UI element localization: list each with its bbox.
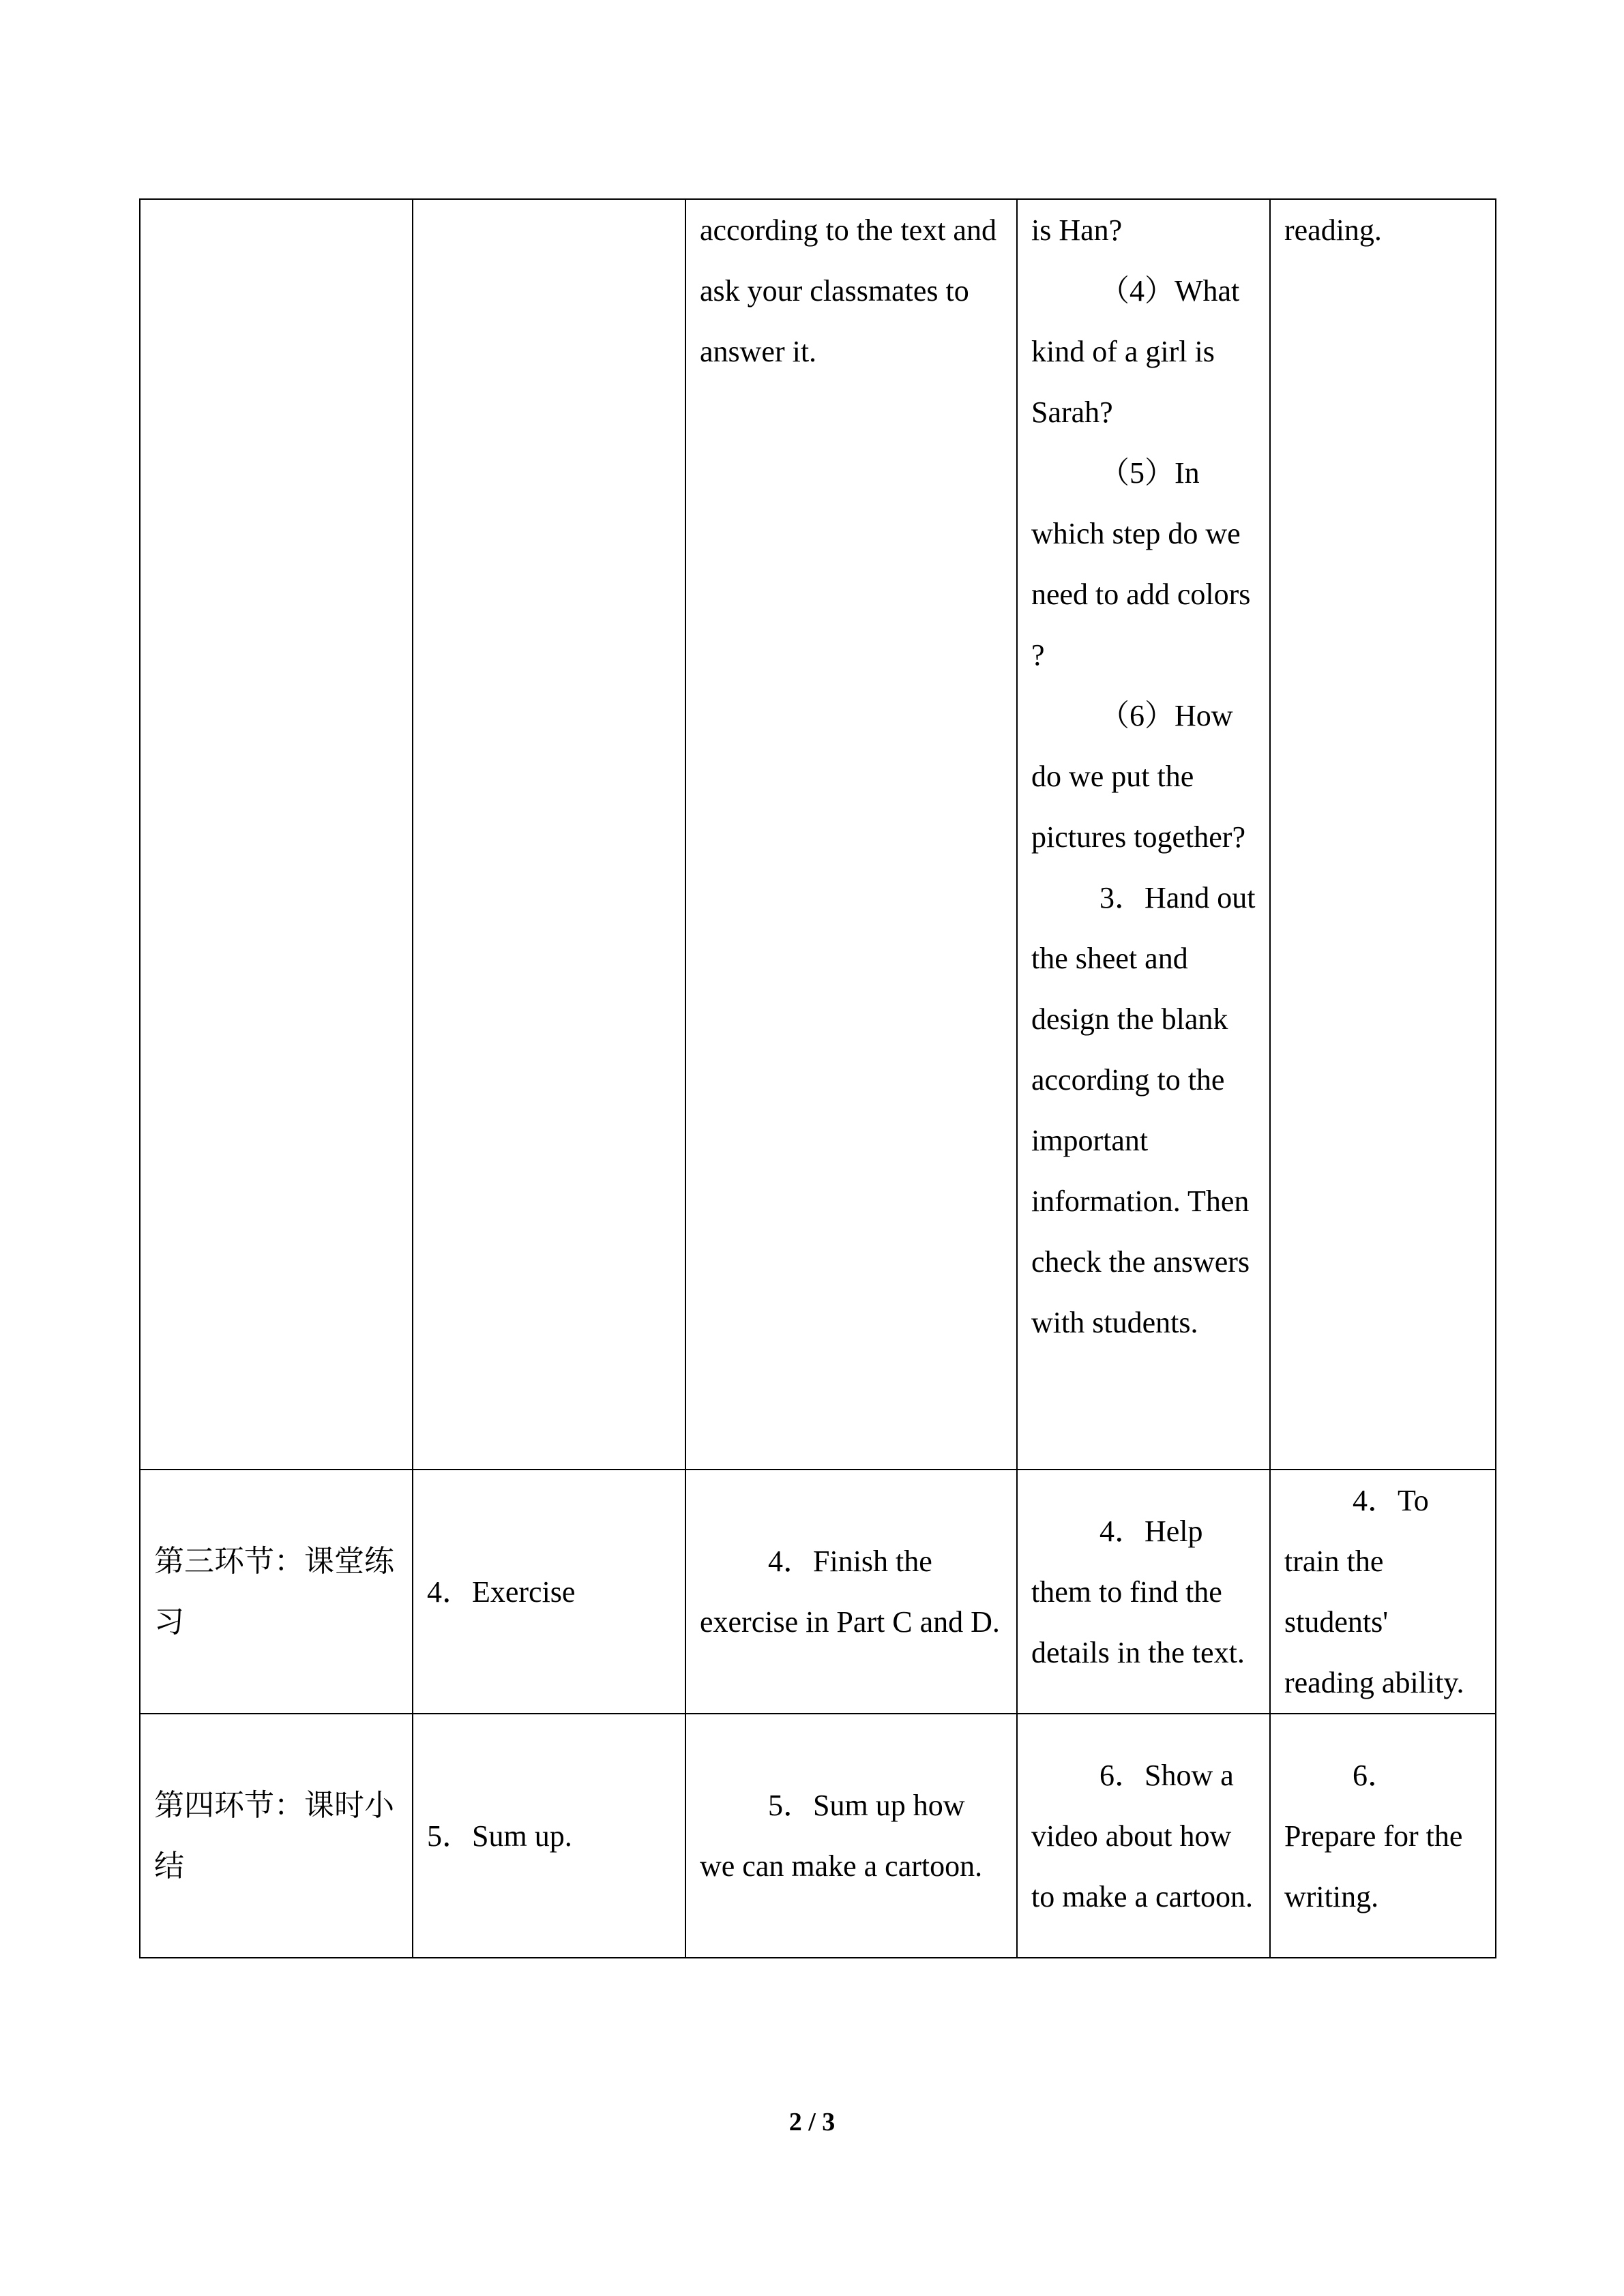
teacher-activity-cell — [1017, 199, 1270, 1470]
teacher-activity-line: （6）How do we put the pictures together? — [1031, 699, 1245, 854]
lesson-plan-table — [139, 198, 1496, 1958]
content-cell — [413, 199, 685, 1470]
page-number: 2 / 3 — [788, 2108, 836, 2136]
purpose-cell: reading. — [1270, 199, 1496, 1470]
student-activity-cell: 5．Sum up how we can make a cartoon. — [685, 1714, 1017, 1958]
stage-cell: 第三环节：课堂练习 — [140, 1470, 413, 1714]
teacher-activity-line: （5）In which step do we need to add colors ? — [1031, 456, 1251, 672]
teacher-activity-line: （4）What kind of a girl is Sarah? — [1031, 274, 1240, 429]
content-cell: 5．Sum up. — [413, 1714, 685, 1958]
table-row — [140, 1714, 1496, 1958]
teacher-activity-line: 3．Hand out the sheet and design the blank according to the important information. Then check the answers with students. — [1031, 881, 1256, 1339]
stage-cell: 第四环节：课时小结 — [140, 1714, 413, 1958]
purpose-cell: 6．Prepare for the writing. — [1270, 1714, 1496, 1958]
stage-cell — [140, 199, 413, 1470]
table-row — [140, 199, 1496, 1470]
teacher-activity-cell: 4．Help them to find the details in the text. — [1017, 1470, 1270, 1714]
content-cell: 4．Exercise — [413, 1470, 685, 1714]
purpose-cell: 4．To train the students' reading ability. — [1270, 1470, 1496, 1714]
teacher-activity-line: is Han? — [1031, 213, 1123, 247]
teacher-activity-cell: 6．Show a video about how to make a cartoon. — [1017, 1714, 1270, 1958]
student-activity-cell: 4．Finish the exercise in Part C and D. — [685, 1470, 1017, 1714]
table-row — [140, 1470, 1496, 1714]
student-activity-cell: according to the text and ask your classmates to answer it. — [685, 199, 1017, 1470]
